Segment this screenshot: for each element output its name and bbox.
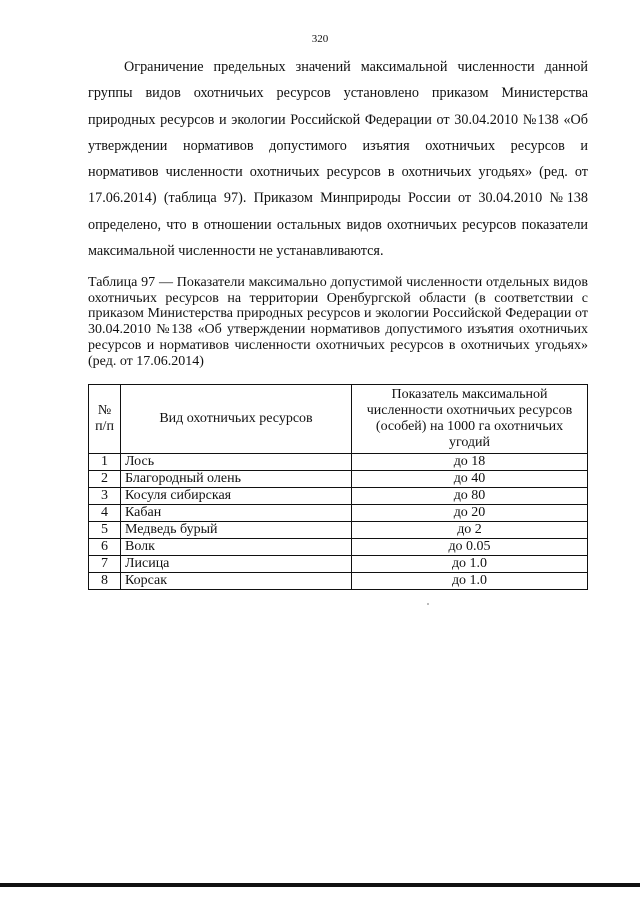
row-max-density: до 40 xyxy=(352,471,588,488)
row-max-density: до 0.05 xyxy=(352,539,588,556)
footer-rule xyxy=(0,883,640,887)
table-row xyxy=(89,471,588,488)
row-species: Лось xyxy=(121,454,352,471)
header-species: Вид охотничьих ресурсов xyxy=(121,385,352,454)
table-row xyxy=(89,488,588,505)
row-species: Косуля сибирская xyxy=(121,488,352,505)
row-species: Корсак xyxy=(121,573,352,590)
row-number: 8 xyxy=(89,573,121,590)
row-number: 1 xyxy=(89,454,121,471)
table-row xyxy=(89,573,588,590)
row-species: Лисица xyxy=(121,556,352,573)
row-number: 6 xyxy=(89,539,121,556)
body-paragraph-text: Ограничение предельных значений максимальной численности данной группы видов охотничьих ресурсов установлено приказом Министерства природных ресурсов и экологии Российской Федерации от 30.04.2010 №138 «Об утверждении нормативов допустимого изъятия охотничьих ресурсов и нормативов численности охотничьих ресурсов в охотничьих угодьях» (ред. от 17.06.2014) (таблица 97). Приказом Минприроды России от 30.04.2010 №138 определено, что в отношении остальных видов охотничьих ресурсов показатели максимальной численности не устанавливаются. xyxy=(88,59,588,260)
hunting-resources-table xyxy=(88,384,588,590)
page-number: 320 xyxy=(311,33,329,45)
row-max-density: до 1.0 xyxy=(352,573,588,590)
header-number: № п/п xyxy=(89,385,121,454)
row-species: Благородный олень xyxy=(121,471,352,488)
row-number: 4 xyxy=(89,505,121,522)
row-max-density: до 1.0 xyxy=(352,556,588,573)
row-number: 5 xyxy=(89,522,121,539)
row-max-density: до 20 xyxy=(352,505,588,522)
row-number: 7 xyxy=(89,556,121,573)
row-species: Волк xyxy=(121,539,352,556)
table-row xyxy=(89,556,588,573)
row-species: Медведь бурый xyxy=(121,522,352,539)
row-max-density: до 80 xyxy=(352,488,588,505)
table-caption: Таблица 97 — Показатели максимально допустимой численности отдельных видов охотничьих ресурсов на территории Оренбургской области (в соответствии с приказом Министерства природных ресурсов и экологии Российской Федерации от 30.04.2010 №138 «Об утверждении нормативов допустимого изъятия охотничьих ресурсов и нормативов численности охотничьих ресурсов в охотничьих угодьях» (ред. от 17.06.2014) xyxy=(88,275,588,369)
row-max-density: до 18 xyxy=(352,454,588,471)
row-species: Кабан xyxy=(121,505,352,522)
scan-speck xyxy=(427,603,429,605)
table-header-row xyxy=(89,385,588,454)
table-row xyxy=(89,539,588,556)
header-max-density: Показатель максимальной численности охотничьих ресурсов (особей) на 1000 га охотничьих угодий xyxy=(352,385,588,454)
row-number: 2 xyxy=(89,471,121,488)
table-row xyxy=(89,454,588,471)
body-paragraph xyxy=(88,54,588,264)
row-max-density: до 2 xyxy=(352,522,588,539)
table-row xyxy=(89,522,588,539)
row-number: 3 xyxy=(89,488,121,505)
table-row xyxy=(89,505,588,522)
